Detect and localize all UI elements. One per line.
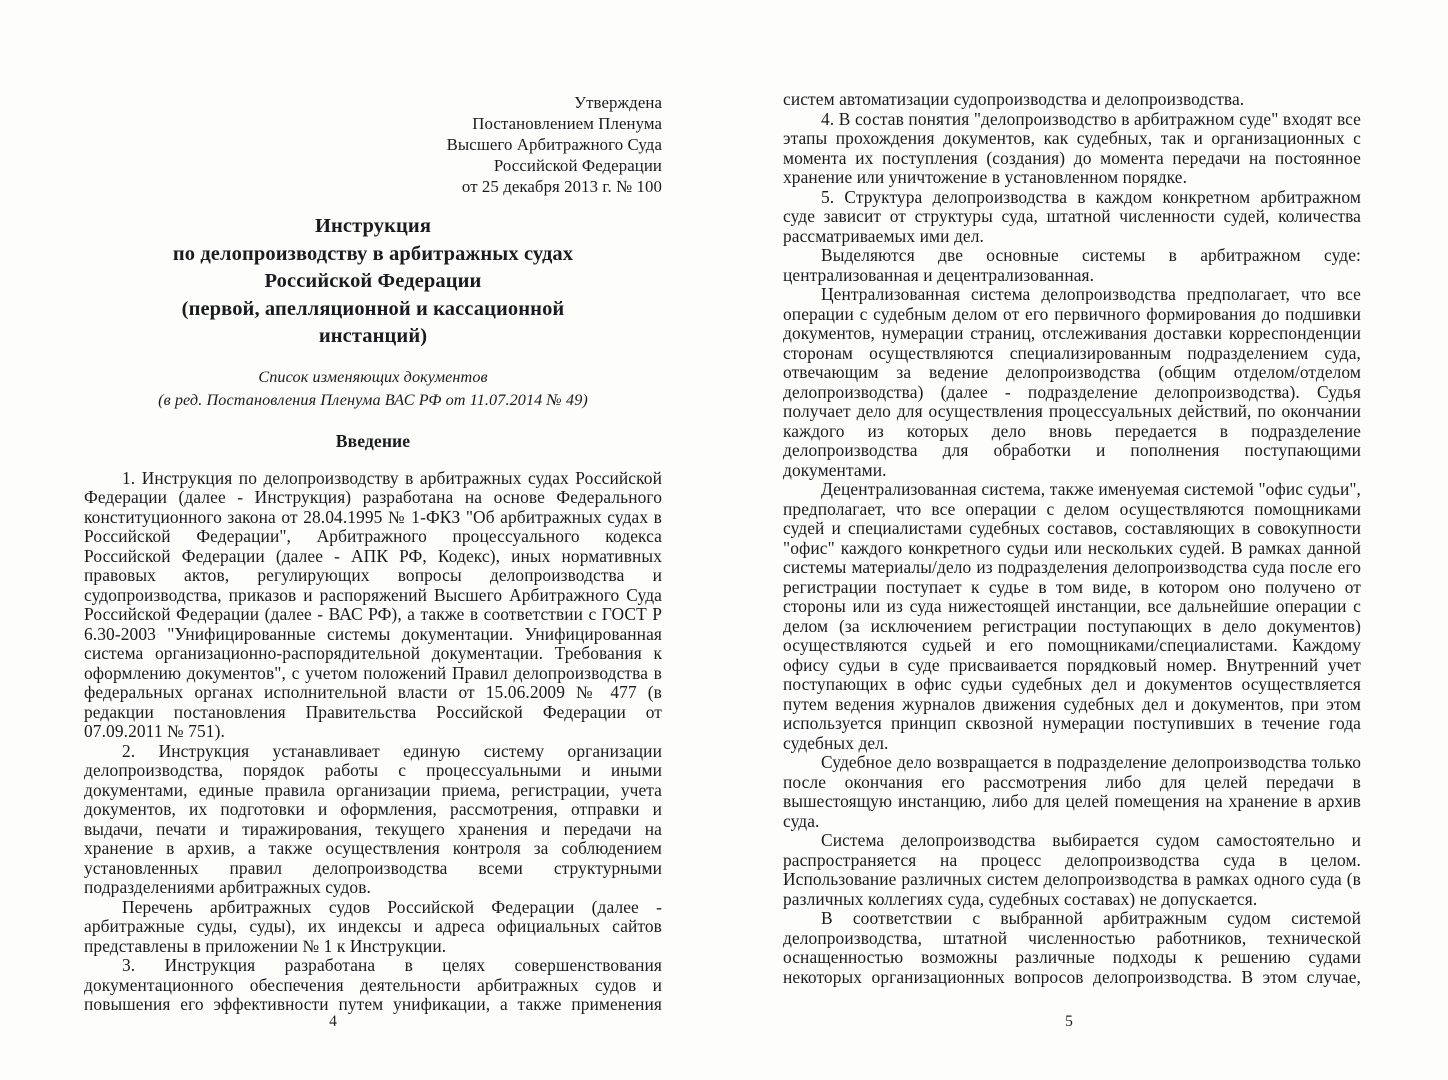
page-number-left: 4 bbox=[329, 1013, 337, 1030]
paragraph: Судебное дело возвращается в подразделение делопроизводства только после окончания его рассмотрения либо для целей передачи в вышестоящую инстанцию, либо для целей помещения на хранение в архив суда. bbox=[783, 752, 1361, 831]
left-page bbox=[84, 92, 662, 1015]
approval-line: Высшего Арбитражного Суда bbox=[446, 135, 662, 154]
paragraph: систем автоматизации судопроизводства и делопроизводства. bbox=[783, 89, 1245, 109]
paragraph: Децентрализованная система, также именуемая системой "офис судьи", предполагает, что все операции с делом осуществляются помощниками судей и специалистами судебных составов, составляющих в совокупности "офис" каждого конкретного судьи или нескольких судей. В рамках данной системы материалы/дело из подразделения делопроизводства суда после его регистрации поступает к судье в том виде, в котором оно получено от стороны или из суда нижестоящей инстанции, все дальнейшие операции с делом (за исключением регистрации поступающих в дело документов) осуществляются судьей и его помощниками/специалистами. Каждому офису судьи в суде присваивается порядковый номер. Внутренний учет поступающих в офис судьи судебных дел и документов осуществляется путем ведения журналов движения судебных дел и документов, при этом используется принцип сквозной нумерации поступивших в течение года судебных дел. bbox=[783, 479, 1361, 753]
paragraph: Система делопроизводства выбирается судом самостоятельно и распространяется на процесс делопроизводства суда в целом. Использование различных систем делопроизводства в рамках одного суда (в различных коллегиях суда, судебных составах) не допускается. bbox=[783, 830, 1361, 909]
page-number-right: 5 bbox=[1065, 1013, 1073, 1030]
introduction-heading: Введение bbox=[335, 430, 411, 451]
right-page bbox=[783, 90, 1361, 987]
amendments-note-line: Список изменяющих документов bbox=[258, 367, 488, 386]
paragraph: 5. Структура делопроизводства в каждом конкретном арбитражном суде зависит от структуры суда, штатной численности судей, количества рассматриваемых ими дел. bbox=[783, 186, 1361, 246]
approval-line: Российской Федерации bbox=[493, 156, 662, 175]
approval-line: от 25 декабря 2013 г. № 100 bbox=[461, 177, 662, 196]
paragraph: 4. В состав понятия "делопроизводство в арбитражном суде" входят все этапы прохождения документов, как судебных, так и организационных с момента их поступления (создания) до момента передачи на постоянное хранение или уничтожение в установленном порядке. bbox=[783, 108, 1361, 187]
paragraph: 2. Инструкция устанавливает единую систему организации делопроизводства, порядок работы с процессуальными и иными документами, единые правила организации приема, регистрации, учета документов, их подготовки и оформления, рассмотрения, отправки и выдачи, печати и тиражирования, текущего хранения и передачи на хранение в архив, а также осуществления контроля за соблюдением установленных правил делопроизводства всеми структурными подразделениями арбитражных судов. bbox=[84, 740, 662, 897]
paragraph: 1. Инструкция по делопроизводству в арбитражных судах Российской Федерации (далее - Инструкция) разработана на основе Федерального конституционного закона от 28.04.1995 № 1-ФКЗ "Об арбитражных судах в Российской Федерации", Арбитражного процессуального кодекса Российской Федерации (далее - АПК РФ, Кодекс), иных нормативных правовых актов, регулирующих вопросы делопроизводства и судопроизводства, приказов и распоряжений Высшего Арбитражного Суда Российской Федерации (далее - ВАС РФ), а также в соответствии с ГОСТ Р 6.30-2003 "Унифицированные системы документации. Унифицированная система организационно-распорядительной документации. Требования к оформлению документов", с учетом положений Правил делопроизводства в федеральных органах исполнительной власти от 15.06.2009 № 477 (в редакции постановления Правительства Российской Федерации от 07.09.2011 № 751). bbox=[84, 467, 662, 741]
document-title-line: Российской Федерации bbox=[264, 270, 482, 292]
paragraph: Перечень арбитражных судов Российской Федерации (далее - арбитражные суды, суды), их индексы и адреса официальных сайтов представлены в приложении № 1 к Инструкции. bbox=[84, 896, 662, 956]
right-page-body bbox=[783, 90, 1361, 987]
paragraph: 3. Инструкция разработана в целях совершенствования документационного обеспечения деятельности арбитражных судов и повышения его эффективности путем унификации, а также применения bbox=[84, 955, 662, 1014]
approval-line: Постановлением Пленума bbox=[472, 114, 662, 133]
paragraph: В соответствии с выбранной арбитражным судом системой делопроизводства, штатной численностью работников, технической оснащенностью возможны различные подходы к решению судами некоторых организационных вопросов делопроизводства. В этом случае, bbox=[783, 908, 1361, 987]
amendments-note bbox=[84, 366, 662, 412]
document-title-line: Инструкция bbox=[314, 215, 432, 237]
approval-line: Утверждена bbox=[574, 93, 662, 112]
left-page-body bbox=[84, 469, 662, 1015]
document-title-line: по делопроизводству в арбитражных судах bbox=[172, 242, 574, 265]
paragraph: Выделяются две основные системы в арбитражном суде: централизованная и децентрализованная. bbox=[783, 245, 1361, 285]
paragraph: Централизованная система делопроизводства предполагает, что все операции с судебным делом от его первичного формирования до подшивки документов, нумерации страниц, отслеживания доставки корреспонденции сторонам осуществляются специализированным подразделением суда, отвечающим за ведение делопроизводства (общим отделом/отделом делопроизводства) (далее - подразделение делопроизводства). Судья получает дело для осуществления процессуальных действий, по окончании каждого из которых дело вновь передается в подразделение делопроизводства для обработки и пополнения поступающими документами. bbox=[783, 284, 1361, 480]
amendments-note-line: (в ред. Постановления Пленума ВАС РФ от 11.07.2014 № 49) bbox=[158, 390, 588, 409]
approval-block bbox=[84, 92, 662, 197]
document-title-line: (первой, апелляционной и кассационной bbox=[181, 297, 565, 320]
document-title bbox=[84, 213, 662, 351]
document-title-line: инстанций) bbox=[318, 325, 428, 347]
